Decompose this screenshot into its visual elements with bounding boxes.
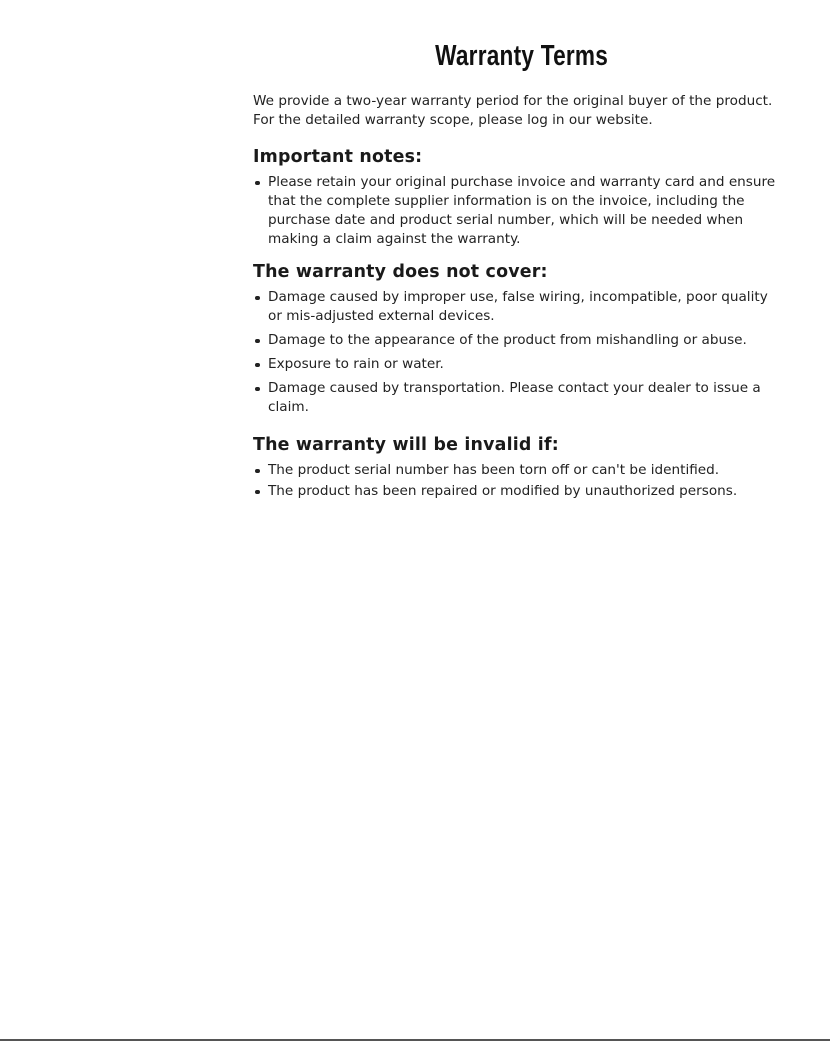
list-item: [253, 355, 798, 374]
list-item-line: Please retain your original purchase invoice and warranty card and ensure: [268, 174, 776, 190]
list-item-line: Exposure to rain or water.: [268, 356, 444, 372]
list-item-line: that the complete supplier information is on the invoice, including the: [268, 193, 745, 209]
intro-line-2: For the detailed warranty scope, please log in our website.: [253, 112, 653, 128]
list-item-line: The product serial number has been torn off or can't be identified.: [268, 462, 720, 478]
invalid-if-heading: The warranty will be invalid if:: [253, 435, 559, 455]
page-title: Warranty Terms: [435, 40, 609, 72]
not-covered-heading: The warranty does not cover:: [253, 262, 548, 282]
list-item-line: Damage to the appearance of the product from mishandling or abuse.: [268, 332, 747, 348]
list-item-line: Damage caused by improper use, false wiring, incompatible, poor quality: [268, 289, 768, 305]
intro-line-1: We provide a two-year warranty period for the original buyer of the product.: [253, 93, 773, 109]
list-item-line: or mis-adjusted external devices.: [268, 308, 495, 324]
list-item: [253, 461, 798, 480]
list-item-line: purchase date and product serial number, which will be needed when: [268, 212, 744, 228]
important-notes-list: [253, 173, 798, 249]
list-item-line: Damage caused by transportation. Please contact your dealer to issue a: [268, 380, 761, 396]
list-item: [253, 482, 798, 501]
list-item: [253, 173, 798, 249]
list-item: [253, 379, 798, 417]
list-item-line: claim.: [268, 399, 309, 415]
warranty-content: [253, 92, 798, 503]
not-covered-list: [253, 288, 798, 417]
list-item: [253, 331, 798, 350]
important-notes-heading: Important notes:: [253, 147, 423, 167]
invalid-if-list: [253, 461, 798, 501]
list-item: [253, 288, 798, 326]
list-item-line: making a claim against the warranty.: [268, 231, 521, 247]
list-item-line: The product has been repaired or modified by unauthorized persons.: [268, 483, 738, 499]
